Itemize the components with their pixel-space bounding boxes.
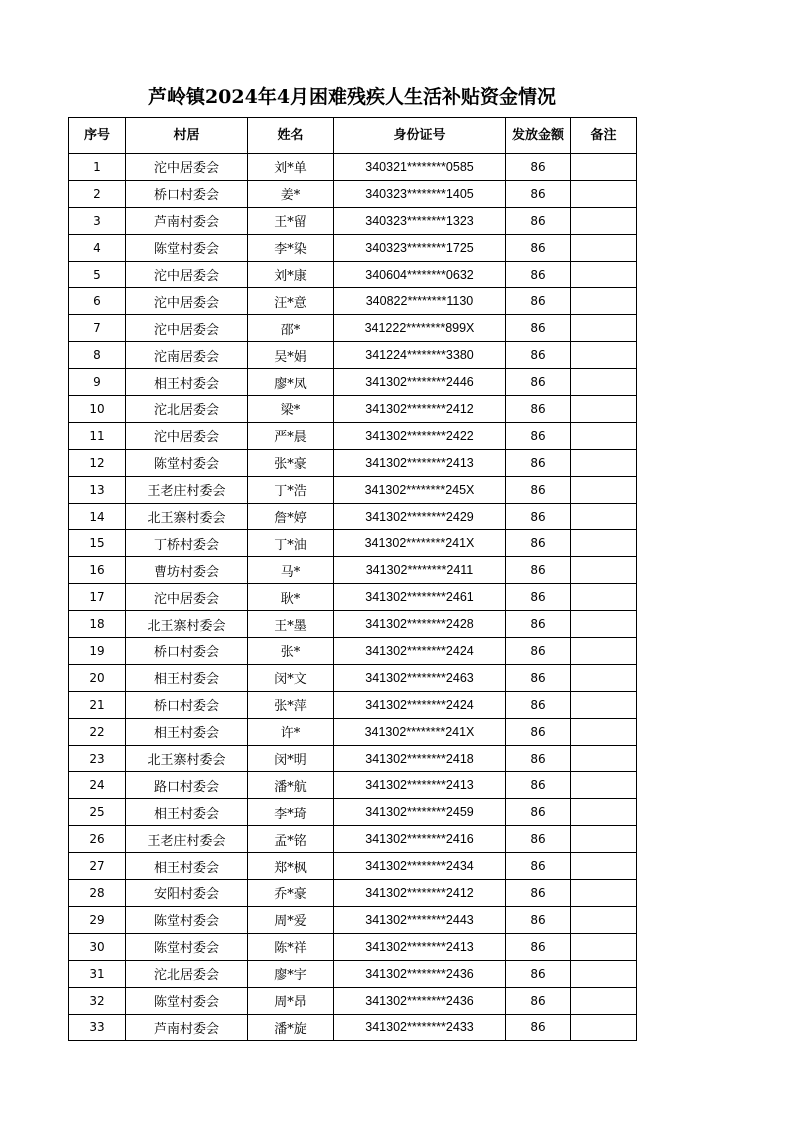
table-row — [69, 449, 637, 476]
cell-seq: 10 — [69, 396, 126, 423]
cell-id-number: 340323********1323 — [334, 207, 506, 234]
cell-seq: 2 — [69, 180, 126, 207]
cell-note — [571, 826, 637, 853]
table-row — [69, 664, 637, 691]
cell-village: 沱北居委会 — [126, 396, 248, 423]
cell-id-number: 340323********1405 — [334, 180, 506, 207]
cell-id-number: 341302********2463 — [334, 664, 506, 691]
cell-note — [571, 611, 637, 638]
cell-amount: 86 — [506, 288, 571, 315]
table-row — [69, 396, 637, 423]
cell-name: 孟*铭 — [248, 826, 334, 853]
cell-id-number: 340323********1725 — [334, 234, 506, 261]
cell-seq: 28 — [69, 880, 126, 907]
cell-id-number: 341302********2422 — [334, 422, 506, 449]
table-row — [69, 234, 637, 261]
cell-name: 张*萍 — [248, 691, 334, 718]
table-row — [69, 261, 637, 288]
cell-name: 周*爱 — [248, 906, 334, 933]
cell-name: 王*墨 — [248, 611, 334, 638]
cell-seq: 9 — [69, 369, 126, 396]
cell-village: 沱中居委会 — [126, 584, 248, 611]
cell-amount: 86 — [506, 154, 571, 181]
cell-id-number: 341302********2459 — [334, 799, 506, 826]
cell-village: 陈堂村委会 — [126, 987, 248, 1014]
cell-amount: 86 — [506, 906, 571, 933]
cell-village: 沱南居委会 — [126, 342, 248, 369]
cell-seq: 8 — [69, 342, 126, 369]
cell-amount: 86 — [506, 826, 571, 853]
cell-seq: 20 — [69, 664, 126, 691]
table-row — [69, 772, 637, 799]
cell-name: 闵*明 — [248, 745, 334, 772]
cell-name: 严*晨 — [248, 422, 334, 449]
cell-id-number: 341302********2433 — [334, 1014, 506, 1041]
cell-note — [571, 396, 637, 423]
cell-amount: 86 — [506, 207, 571, 234]
cell-village: 丁桥村委会 — [126, 530, 248, 557]
header-note: 备注 — [571, 118, 637, 154]
cell-amount: 86 — [506, 933, 571, 960]
header-id-number: 身份证号 — [334, 118, 506, 154]
cell-name: 张*豪 — [248, 449, 334, 476]
header-row — [69, 118, 637, 154]
cell-id-number: 341302********2413 — [334, 772, 506, 799]
cell-id-number: 341302********2443 — [334, 906, 506, 933]
cell-note — [571, 342, 637, 369]
cell-village: 北王寨村委会 — [126, 503, 248, 530]
cell-seq: 30 — [69, 933, 126, 960]
cell-village: 芦南村委会 — [126, 1014, 248, 1041]
cell-seq: 12 — [69, 449, 126, 476]
cell-note — [571, 584, 637, 611]
cell-seq: 25 — [69, 799, 126, 826]
cell-id-number: 340822********1130 — [334, 288, 506, 315]
cell-amount: 86 — [506, 449, 571, 476]
cell-note — [571, 476, 637, 503]
cell-village: 桥口村委会 — [126, 638, 248, 665]
cell-amount: 86 — [506, 880, 571, 907]
cell-seq: 14 — [69, 503, 126, 530]
cell-id-number: 341302********2446 — [334, 369, 506, 396]
table-row — [69, 476, 637, 503]
table-row — [69, 906, 637, 933]
cell-village: 沱中居委会 — [126, 422, 248, 449]
cell-village: 王老庄村委会 — [126, 476, 248, 503]
cell-amount: 86 — [506, 180, 571, 207]
cell-village: 沱中居委会 — [126, 261, 248, 288]
cell-name: 詹*婷 — [248, 503, 334, 530]
cell-note — [571, 154, 637, 181]
cell-village: 陈堂村委会 — [126, 933, 248, 960]
table-row — [69, 745, 637, 772]
cell-note — [571, 772, 637, 799]
cell-name: 陈*祥 — [248, 933, 334, 960]
cell-name: 张* — [248, 638, 334, 665]
cell-note — [571, 369, 637, 396]
cell-name: 潘*航 — [248, 772, 334, 799]
cell-note — [571, 718, 637, 745]
cell-village: 相王村委会 — [126, 369, 248, 396]
cell-id-number: 341302********2412 — [334, 880, 506, 907]
cell-note — [571, 503, 637, 530]
cell-seq: 24 — [69, 772, 126, 799]
cell-village: 曹坊村委会 — [126, 557, 248, 584]
cell-seq: 5 — [69, 261, 126, 288]
cell-name: 廖*凤 — [248, 369, 334, 396]
cell-village: 沱北居委会 — [126, 960, 248, 987]
cell-seq: 33 — [69, 1014, 126, 1041]
cell-name: 姜* — [248, 180, 334, 207]
cell-name: 丁*浩 — [248, 476, 334, 503]
cell-amount: 86 — [506, 557, 571, 584]
table-row — [69, 288, 637, 315]
cell-id-number: 341302********2411 — [334, 557, 506, 584]
cell-note — [571, 207, 637, 234]
cell-note — [571, 315, 637, 342]
cell-seq: 13 — [69, 476, 126, 503]
cell-seq: 4 — [69, 234, 126, 261]
cell-amount: 86 — [506, 1014, 571, 1041]
cell-village: 沱中居委会 — [126, 154, 248, 181]
cell-amount: 86 — [506, 799, 571, 826]
table-row — [69, 987, 637, 1014]
cell-note — [571, 880, 637, 907]
table-row — [69, 638, 637, 665]
header-seq: 序号 — [69, 118, 126, 154]
cell-id-number: 341302********241X — [334, 718, 506, 745]
table-row — [69, 422, 637, 449]
table-row — [69, 584, 637, 611]
header-amount: 发放金额 — [506, 118, 571, 154]
cell-amount: 86 — [506, 584, 571, 611]
cell-note — [571, 422, 637, 449]
cell-name: 马* — [248, 557, 334, 584]
cell-seq: 23 — [69, 745, 126, 772]
cell-id-number: 341302********2416 — [334, 826, 506, 853]
cell-amount: 86 — [506, 476, 571, 503]
cell-seq: 3 — [69, 207, 126, 234]
cell-seq: 17 — [69, 584, 126, 611]
cell-amount: 86 — [506, 396, 571, 423]
cell-village: 芦南村委会 — [126, 207, 248, 234]
cell-note — [571, 557, 637, 584]
cell-note — [571, 638, 637, 665]
cell-id-number: 341302********2424 — [334, 691, 506, 718]
cell-name: 廖*宇 — [248, 960, 334, 987]
cell-name: 汪*意 — [248, 288, 334, 315]
cell-id-number: 340321********0585 — [334, 154, 506, 181]
cell-id-number: 341302********2413 — [334, 933, 506, 960]
table-row — [69, 530, 637, 557]
cell-id-number: 341302********241X — [334, 530, 506, 557]
cell-village: 陈堂村委会 — [126, 234, 248, 261]
cell-amount: 86 — [506, 369, 571, 396]
cell-name: 李*染 — [248, 234, 334, 261]
cell-id-number: 340604********0632 — [334, 261, 506, 288]
subsidy-table — [68, 117, 637, 1041]
cell-id-number: 341302********2436 — [334, 987, 506, 1014]
cell-village: 相王村委会 — [126, 664, 248, 691]
table-row — [69, 315, 637, 342]
cell-amount: 86 — [506, 261, 571, 288]
cell-amount: 86 — [506, 422, 571, 449]
cell-seq: 26 — [69, 826, 126, 853]
cell-note — [571, 853, 637, 880]
cell-amount: 86 — [506, 234, 571, 261]
cell-id-number: 341302********2436 — [334, 960, 506, 987]
table-row — [69, 180, 637, 207]
header-village: 村居 — [126, 118, 248, 154]
table-row — [69, 611, 637, 638]
table-row — [69, 154, 637, 181]
cell-village: 相王村委会 — [126, 718, 248, 745]
cell-amount: 86 — [506, 664, 571, 691]
cell-id-number: 341222********899X — [334, 315, 506, 342]
cell-seq: 7 — [69, 315, 126, 342]
cell-village: 北王寨村委会 — [126, 745, 248, 772]
cell-seq: 27 — [69, 853, 126, 880]
cell-note — [571, 664, 637, 691]
cell-id-number: 341302********2413 — [334, 449, 506, 476]
table-row — [69, 557, 637, 584]
cell-amount: 86 — [506, 960, 571, 987]
cell-name: 王*留 — [248, 207, 334, 234]
cell-seq: 32 — [69, 987, 126, 1014]
cell-id-number: 341224********3380 — [334, 342, 506, 369]
cell-name: 李*琦 — [248, 799, 334, 826]
cell-id-number: 341302********245X — [334, 476, 506, 503]
table-row — [69, 718, 637, 745]
cell-note — [571, 906, 637, 933]
table-row — [69, 880, 637, 907]
cell-name: 乔*豪 — [248, 880, 334, 907]
cell-id-number: 341302********2418 — [334, 745, 506, 772]
cell-seq: 15 — [69, 530, 126, 557]
cell-seq: 16 — [69, 557, 126, 584]
cell-note — [571, 530, 637, 557]
table-row — [69, 826, 637, 853]
cell-note — [571, 960, 637, 987]
cell-name: 吴*娟 — [248, 342, 334, 369]
cell-name: 闵*文 — [248, 664, 334, 691]
table-header — [69, 118, 637, 154]
cell-village: 桥口村委会 — [126, 691, 248, 718]
cell-note — [571, 261, 637, 288]
cell-note — [571, 234, 637, 261]
cell-note — [571, 1014, 637, 1041]
cell-village: 相王村委会 — [126, 853, 248, 880]
cell-amount: 86 — [506, 315, 571, 342]
page-title: 芦岭镇2024年4月困难残疾人生活补贴资金情况 — [147, 86, 557, 108]
header-name: 姓名 — [248, 118, 334, 154]
cell-amount: 86 — [506, 530, 571, 557]
cell-amount: 86 — [506, 772, 571, 799]
table-row — [69, 853, 637, 880]
cell-seq: 21 — [69, 691, 126, 718]
cell-id-number: 341302********2429 — [334, 503, 506, 530]
table-row — [69, 342, 637, 369]
cell-village: 路口村委会 — [126, 772, 248, 799]
cell-village: 陈堂村委会 — [126, 449, 248, 476]
cell-amount: 86 — [506, 611, 571, 638]
cell-name: 耿* — [248, 584, 334, 611]
cell-note — [571, 449, 637, 476]
cell-name: 邵* — [248, 315, 334, 342]
cell-seq: 11 — [69, 422, 126, 449]
cell-note — [571, 691, 637, 718]
table-row — [69, 503, 637, 530]
cell-name: 周*昂 — [248, 987, 334, 1014]
cell-name: 刘*单 — [248, 154, 334, 181]
cell-village: 王老庄村委会 — [126, 826, 248, 853]
cell-note — [571, 933, 637, 960]
cell-note — [571, 288, 637, 315]
cell-id-number: 341302********2461 — [334, 584, 506, 611]
table-row — [69, 1014, 637, 1041]
table-row — [69, 960, 637, 987]
table-row — [69, 933, 637, 960]
cell-seq: 22 — [69, 718, 126, 745]
cell-name: 潘*旋 — [248, 1014, 334, 1041]
cell-village: 北王寨村委会 — [126, 611, 248, 638]
cell-note — [571, 799, 637, 826]
table-row — [69, 207, 637, 234]
cell-name: 郑*枫 — [248, 853, 334, 880]
cell-note — [571, 987, 637, 1014]
cell-seq: 29 — [69, 906, 126, 933]
table-row — [69, 369, 637, 396]
cell-seq: 31 — [69, 960, 126, 987]
cell-id-number: 341302********2434 — [334, 853, 506, 880]
cell-village: 陈堂村委会 — [126, 906, 248, 933]
cell-seq: 1 — [69, 154, 126, 181]
cell-village: 沱中居委会 — [126, 288, 248, 315]
cell-village: 安阳村委会 — [126, 880, 248, 907]
cell-seq: 6 — [69, 288, 126, 315]
cell-note — [571, 180, 637, 207]
cell-id-number: 341302********2424 — [334, 638, 506, 665]
cell-amount: 86 — [506, 718, 571, 745]
cell-amount: 86 — [506, 691, 571, 718]
cell-amount: 86 — [506, 987, 571, 1014]
cell-village: 桥口村委会 — [126, 180, 248, 207]
cell-amount: 86 — [506, 853, 571, 880]
table-row — [69, 799, 637, 826]
cell-name: 梁* — [248, 396, 334, 423]
cell-name: 丁*油 — [248, 530, 334, 557]
cell-seq: 19 — [69, 638, 126, 665]
table-body — [69, 154, 637, 1041]
cell-village: 沱中居委会 — [126, 315, 248, 342]
table-row — [69, 691, 637, 718]
cell-amount: 86 — [506, 342, 571, 369]
cell-name: 许* — [248, 718, 334, 745]
cell-amount: 86 — [506, 745, 571, 772]
cell-seq: 18 — [69, 611, 126, 638]
cell-id-number: 341302********2412 — [334, 396, 506, 423]
cell-id-number: 341302********2428 — [334, 611, 506, 638]
cell-amount: 86 — [506, 638, 571, 665]
cell-note — [571, 745, 637, 772]
cell-name: 刘*康 — [248, 261, 334, 288]
cell-village: 相王村委会 — [126, 799, 248, 826]
cell-amount: 86 — [506, 503, 571, 530]
